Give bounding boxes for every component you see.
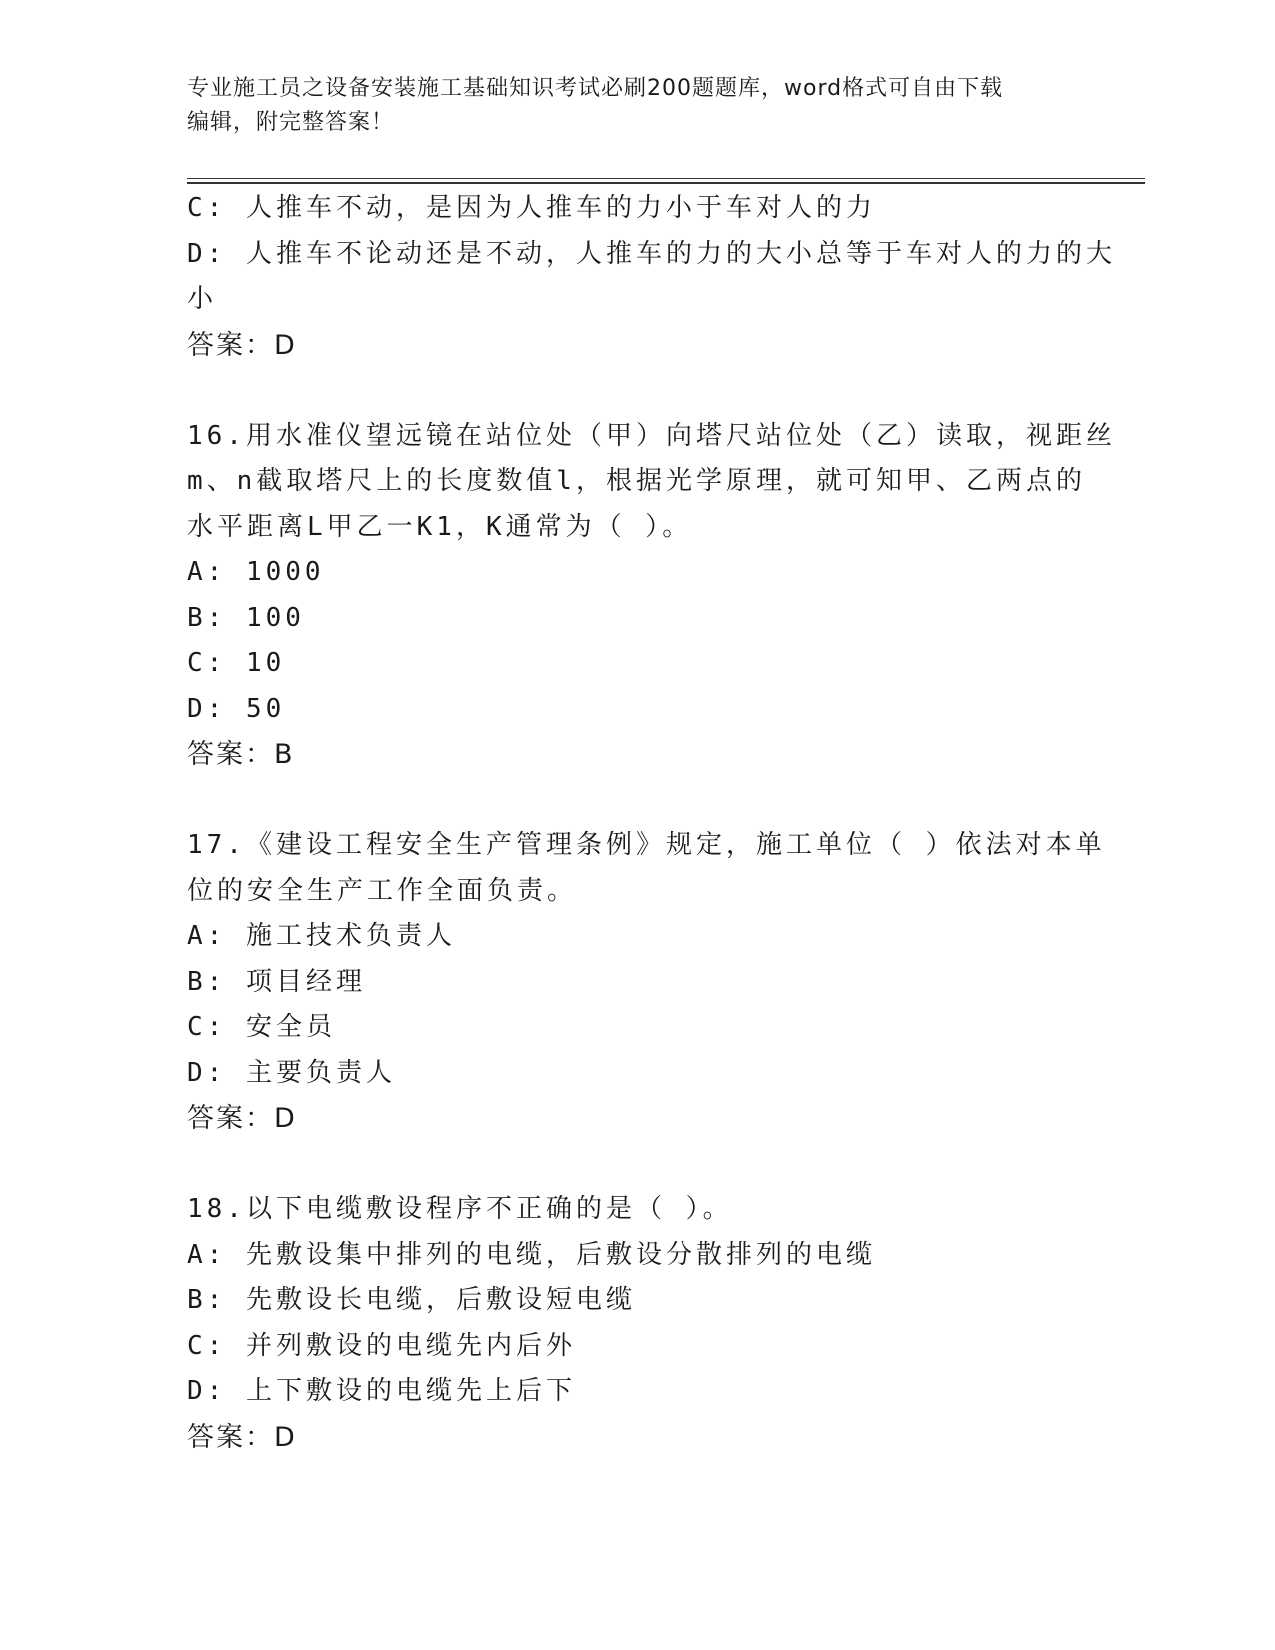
q16-answer: 答案：B (187, 739, 295, 770)
question-spacer (187, 368, 1087, 414)
q15-option-d-line2: 小 (187, 284, 218, 314)
q17-option-c: C: 安全员 (187, 1012, 336, 1042)
q15-answer: 答案：D (187, 329, 297, 361)
question-17-block (187, 823, 1106, 1142)
q18-option-b: B: 先敷设长电缆，后敷设短电缆 (187, 1285, 636, 1315)
q17-stem-line1: 17.《建设工程安全生产管理条例》规定，施工单位（ ）依法对本单 (187, 830, 1106, 860)
q16-option-a: A: 1000 (187, 557, 325, 587)
q16-option-b: B: 100 (187, 602, 305, 633)
q17-option-a: A: 施工技术负责人 (187, 921, 456, 951)
q15-option-c: C: 人推车不动，是因为人推车的力小于车对人的力 (187, 193, 876, 223)
question-18-block (187, 1187, 1087, 1460)
q16-option-c: C: 10 (187, 648, 286, 678)
q18-option-d: D: 上下敷设的电缆先上后下 (187, 1376, 576, 1406)
q15-option-d-line1: D: 人推车不论动还是不动，人推车的力的大小总等于车对人的力的大 (187, 238, 1116, 269)
q16-stem-line1: 16.用水准仪望远镜在站位处（甲）向塔尺站位处（乙）读取，视距丝 (187, 420, 1116, 451)
question-spacer (187, 778, 1087, 824)
document-body (187, 186, 1116, 1460)
header-divider-thin (187, 178, 1145, 179)
q16-stem-line2: m、n截取塔尺上的长度数值l，根据光学原理，就可知甲、乙两点的 (187, 466, 1086, 496)
q17-option-d: D: 主要负责人 (187, 1057, 396, 1088)
q16-option-d: D: 50 (187, 693, 286, 724)
q17-option-b: B: 项目经理 (187, 966, 366, 997)
page-header (187, 72, 1087, 140)
q18-answer: 答案：D (187, 1421, 297, 1453)
question-16-block (187, 414, 1116, 778)
header-divider-thick (187, 182, 1145, 184)
question-15-block (187, 186, 1116, 368)
q17-answer: 答案：D (187, 1103, 297, 1134)
header-title-line1: 专业施工员之设备安装施工基础知识考试必刷200题题库，word格式可自由下载 (187, 76, 1004, 101)
q16-stem-line3: 水平距离L甲乙一K1，K通常为（ ）。 (187, 511, 693, 542)
q18-stem-line1: 18.以下电缆敷设程序不正确的是（ ）。 (187, 1194, 733, 1224)
q18-option-a: A: 先敷设集中排列的电缆，后敷设分散排列的电缆 (187, 1239, 876, 1270)
question-spacer (187, 1142, 1087, 1188)
q18-option-c: C: 并列敷设的电缆先内后外 (187, 1330, 576, 1361)
q17-stem-line2: 位的安全生产工作全面负责。 (187, 875, 578, 906)
header-title-line2: 编辑，附完整答案！ (187, 110, 395, 135)
